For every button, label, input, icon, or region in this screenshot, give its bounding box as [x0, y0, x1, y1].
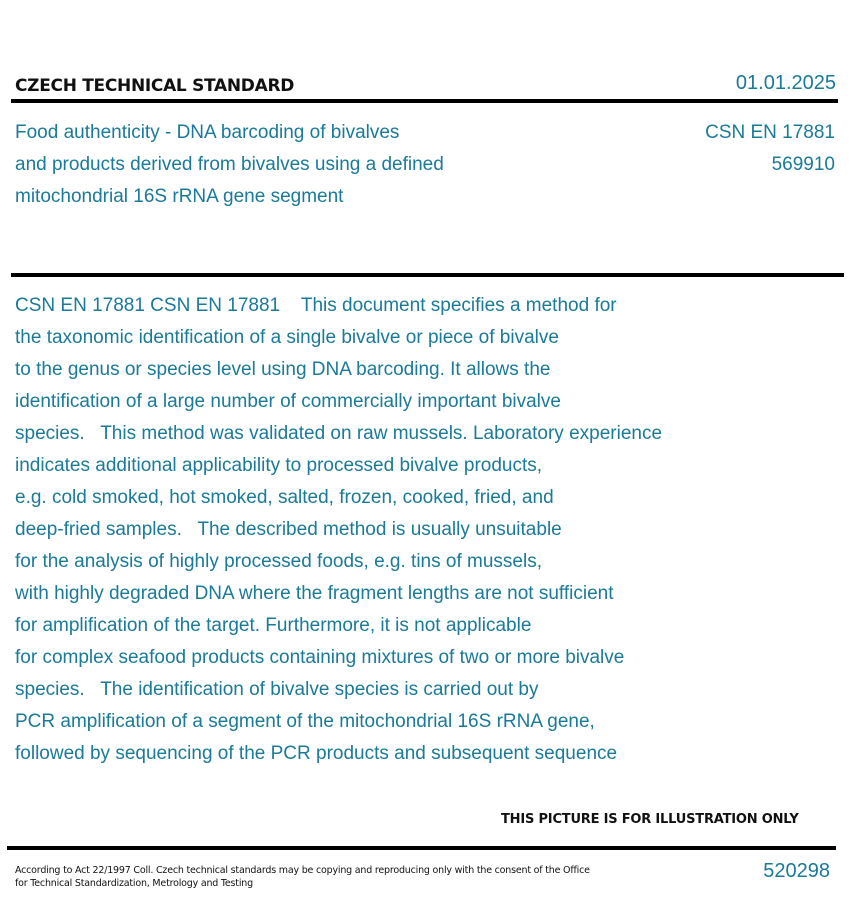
- standard-code: CSN EN 17881: [705, 122, 835, 143]
- abstract-line: identification of a large number of commercially important bivalve: [15, 391, 561, 412]
- abstract-line: to the genus or species level using DNA barcoding. It allows the: [15, 359, 551, 380]
- standard-title-line: and products derived from bivalves using a defined: [15, 154, 444, 175]
- abstract-line: followed by sequencing of the PCR products and subsequent sequence: [15, 743, 618, 764]
- abstract-line: indicates additional applicability to processed bivalve products,: [15, 455, 543, 476]
- footer-divider: [7, 846, 836, 850]
- abstract-line: species. This method was validated on raw mussels. Laboratory experience: [15, 423, 663, 444]
- legal-notice: [15, 864, 590, 890]
- standard-codes: [705, 117, 835, 181]
- catalog-number: 569910: [771, 154, 835, 175]
- abstract-line: e.g. cold smoked, hot smoked, salted, frozen, cooked, fried, and: [15, 487, 554, 508]
- legal-notice-line: for Technical Standardization, Metrology and Testing: [15, 878, 253, 889]
- abstract-line: for complex seafood products containing mixtures of two or more bivalve: [15, 647, 625, 668]
- title-divider: [11, 273, 844, 277]
- legal-notice-line: According to Act 22/1997 Coll. Czech technical standards may be copying and reproducing only with the consent of the Office: [15, 865, 590, 876]
- abstract-line: with highly degraded DNA where the fragment lengths are not sufficient: [15, 583, 614, 604]
- illustration-disclaimer: THIS PICTURE IS FOR ILLUSTRATION ONLY: [501, 812, 799, 827]
- abstract-line: for the analysis of highly processed foods, e.g. tins of mussels,: [15, 551, 542, 572]
- effective-date: 01.01.2025: [735, 72, 836, 94]
- document-type-label: CZECH TECHNICAL STANDARD: [15, 76, 295, 96]
- header-divider: [11, 99, 838, 103]
- abstract-line: CSN EN 17881 CSN EN 17881 This document specifies a method for: [15, 295, 617, 316]
- document-number: 520298: [763, 860, 830, 882]
- abstract-text: [15, 290, 845, 770]
- standard-title-line: Food authenticity - DNA barcoding of bivalves: [15, 122, 400, 143]
- abstract-line: species. The identification of bivalve species is carried out by: [15, 679, 539, 700]
- abstract-line: PCR amplification of a segment of the mitochondrial 16S rRNA gene,: [15, 711, 595, 732]
- abstract-line: for amplification of the target. Furthermore, it is not applicable: [15, 615, 532, 636]
- abstract-line: deep-fried samples. The described method is usually unsuitable: [15, 519, 562, 540]
- abstract-line: the taxonomic identification of a single bivalve or piece of bivalve: [15, 327, 559, 348]
- standard-title: [15, 117, 444, 213]
- standard-title-line: mitochondrial 16S rRNA gene segment: [15, 186, 344, 207]
